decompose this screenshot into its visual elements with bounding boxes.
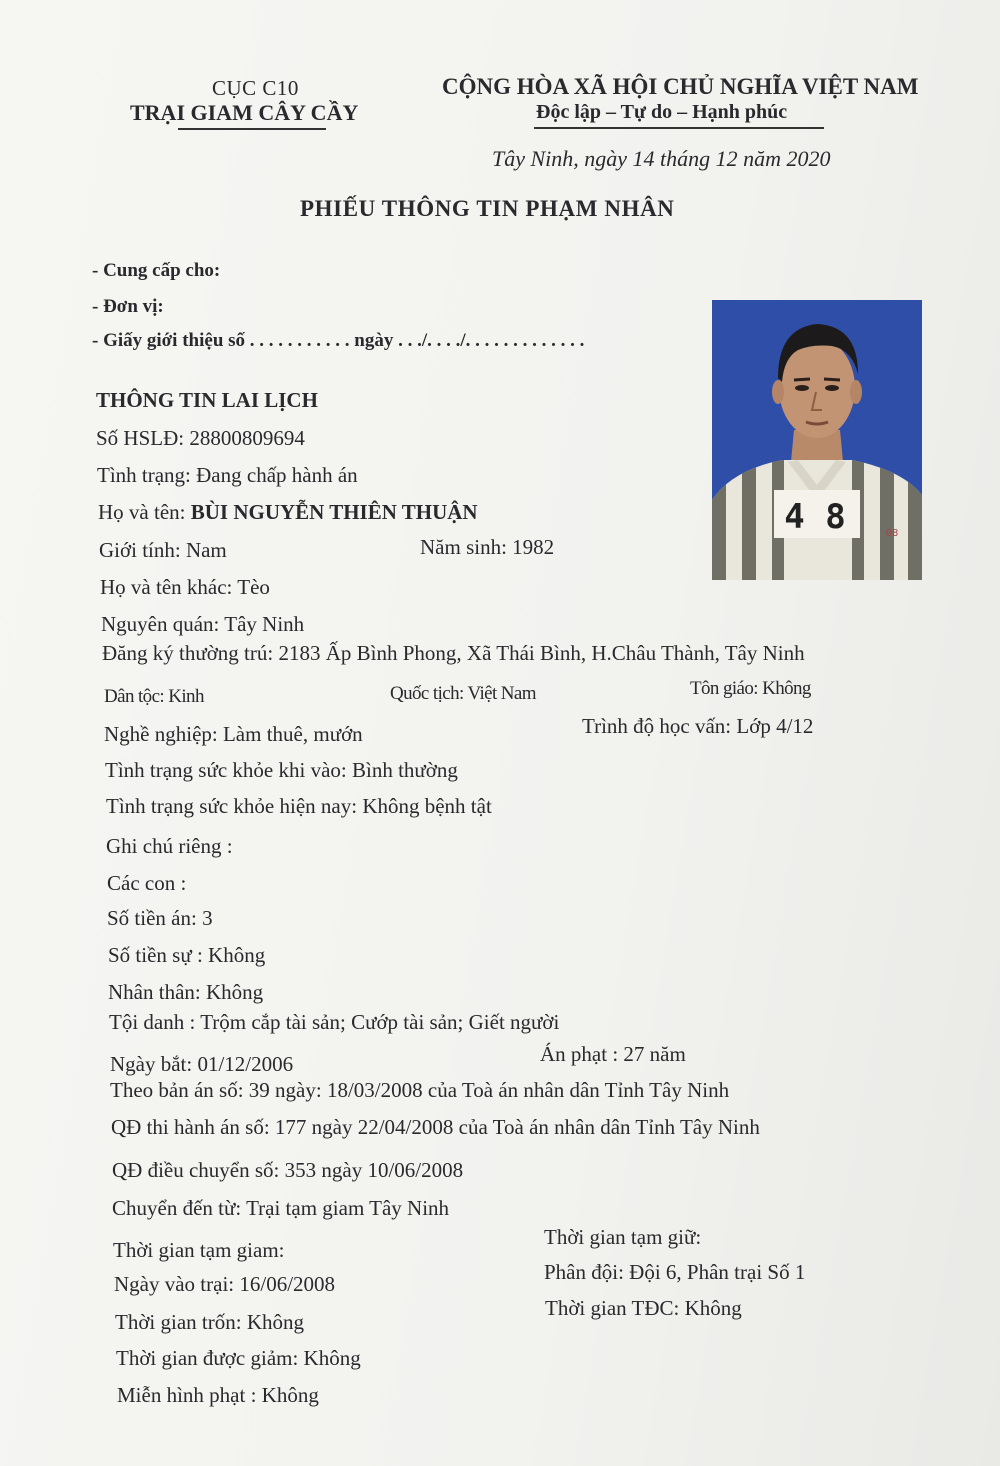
field-education: Trình độ học vấn: Lớp 4/12 xyxy=(582,714,814,738)
agency-name: CỤC C10 xyxy=(212,76,299,100)
field-hsld: Số HSLĐ: 28800809694 xyxy=(96,426,305,450)
field-health-in: Tình trạng sức khỏe khi vào: Bình thường xyxy=(105,758,458,782)
prison-name: TRẠI GIAM CÂY CẦY xyxy=(130,100,359,125)
field-children: Các con : xyxy=(107,871,187,895)
field-personal: Nhân thân: Không xyxy=(108,980,264,1004)
field-judgment: Theo bản án số: 39 ngày: 18/03/2008 của Toà án nhân dân Tỉnh Tây Ninh xyxy=(110,1078,730,1102)
field-ethnicity: Dân tộc: Kinh xyxy=(104,686,204,707)
field-name xyxy=(98,500,478,525)
field-occupation: Nghề nghiệp: Làm thuê, mướn xyxy=(104,722,363,746)
field-prior-convictions: Số tiền án: 3 xyxy=(107,906,213,930)
header-right-underline xyxy=(534,127,824,129)
document-title: PHIẾU THÔNG TIN PHẠM NHÂN xyxy=(300,196,675,221)
provided-unit: - Đơn vị: xyxy=(92,296,164,317)
inmate-number: 4 8 xyxy=(784,497,846,537)
header-left-underline xyxy=(178,128,326,130)
field-temp-detention: Thời gian tạm giam: xyxy=(113,1238,285,1262)
field-escape: Thời gian trốn: Không xyxy=(115,1310,304,1334)
field-origin: Nguyên quán: Tây Ninh xyxy=(101,612,305,636)
field-status: Tình trạng: Đang chấp hành án xyxy=(97,463,358,487)
field-alias: Họ và tên khác: Tèo xyxy=(100,575,270,599)
field-name-value: BÙI NGUYỄN THIÊN THUẬN xyxy=(190,500,478,524)
field-unit-assignment: Phân đội: Đội 6, Phân trại Số 1 xyxy=(544,1260,806,1284)
field-prior-offenses: Số tiền sự : Không xyxy=(108,943,266,967)
field-nationality: Quốc tịch: Việt Nam xyxy=(390,683,536,704)
field-temp-custody: Thời gian tạm giữ: xyxy=(544,1225,702,1249)
field-entry-date: Ngày vào trại: 16/06/2008 xyxy=(114,1272,336,1296)
field-gender: Giới tính: Nam xyxy=(99,538,227,562)
field-name-label: Họ và tên: xyxy=(98,500,191,524)
issue-date: Tây Ninh, ngày 14 tháng 12 năm 2020 xyxy=(492,146,831,171)
country-name: CỘNG HÒA XÃ HỘI CHỦ NGHĨA VIỆT NAM xyxy=(442,74,919,99)
section-heading: THÔNG TIN LAI LỊCH xyxy=(96,388,318,412)
field-reduction: Thời gian được giảm: Không xyxy=(116,1346,361,1370)
inmate-tag: 08 xyxy=(885,528,899,539)
field-residence: Đăng ký thường trú: 2183 Ấp Bình Phong, Xã Thái Bình, H.Châu Thành, Tây Ninh xyxy=(102,641,805,665)
national-motto: Độc lập – Tự do – Hạnh phúc xyxy=(536,101,788,123)
field-charges: Tội danh : Trộm cắp tài sản; Cướp tài sản; Giết người xyxy=(109,1010,560,1034)
referral-letter: - Giấy giới thiệu số . . . . . . . . . . . ngày . . ./. . . ./. . . . . . . . . . . . . xyxy=(92,330,585,351)
field-execution: QĐ thi hành án số: 177 ngày 22/04/2008 của Toà án nhân dân Tỉnh Tây Ninh xyxy=(111,1115,760,1139)
field-religion: Tôn giáo: Không xyxy=(690,678,811,699)
field-arrest-date: Ngày bắt: 01/12/2006 xyxy=(110,1052,294,1076)
field-sentence: Án phạt : 27 năm xyxy=(540,1042,686,1066)
inmate-photo-illustration xyxy=(712,300,922,580)
field-health-now: Tình trạng sức khỏe hiện nay: Không bệnh tật xyxy=(106,794,492,818)
field-transfer-decision: QĐ điều chuyển số: 353 ngày 10/06/2008 xyxy=(112,1158,464,1182)
inmate-photo xyxy=(712,300,922,580)
field-notes: Ghi chú riêng : xyxy=(106,834,233,858)
provided-for: - Cung cấp cho: xyxy=(92,260,221,281)
field-transfer-from: Chuyển đến từ: Trại tạm giam Tây Ninh xyxy=(112,1196,450,1220)
field-exemption: Miễn hình phạt : Không xyxy=(117,1383,319,1407)
field-birth-year: Năm sinh: 1982 xyxy=(420,535,555,559)
field-tdc: Thời gian TĐC: Không xyxy=(545,1296,742,1320)
